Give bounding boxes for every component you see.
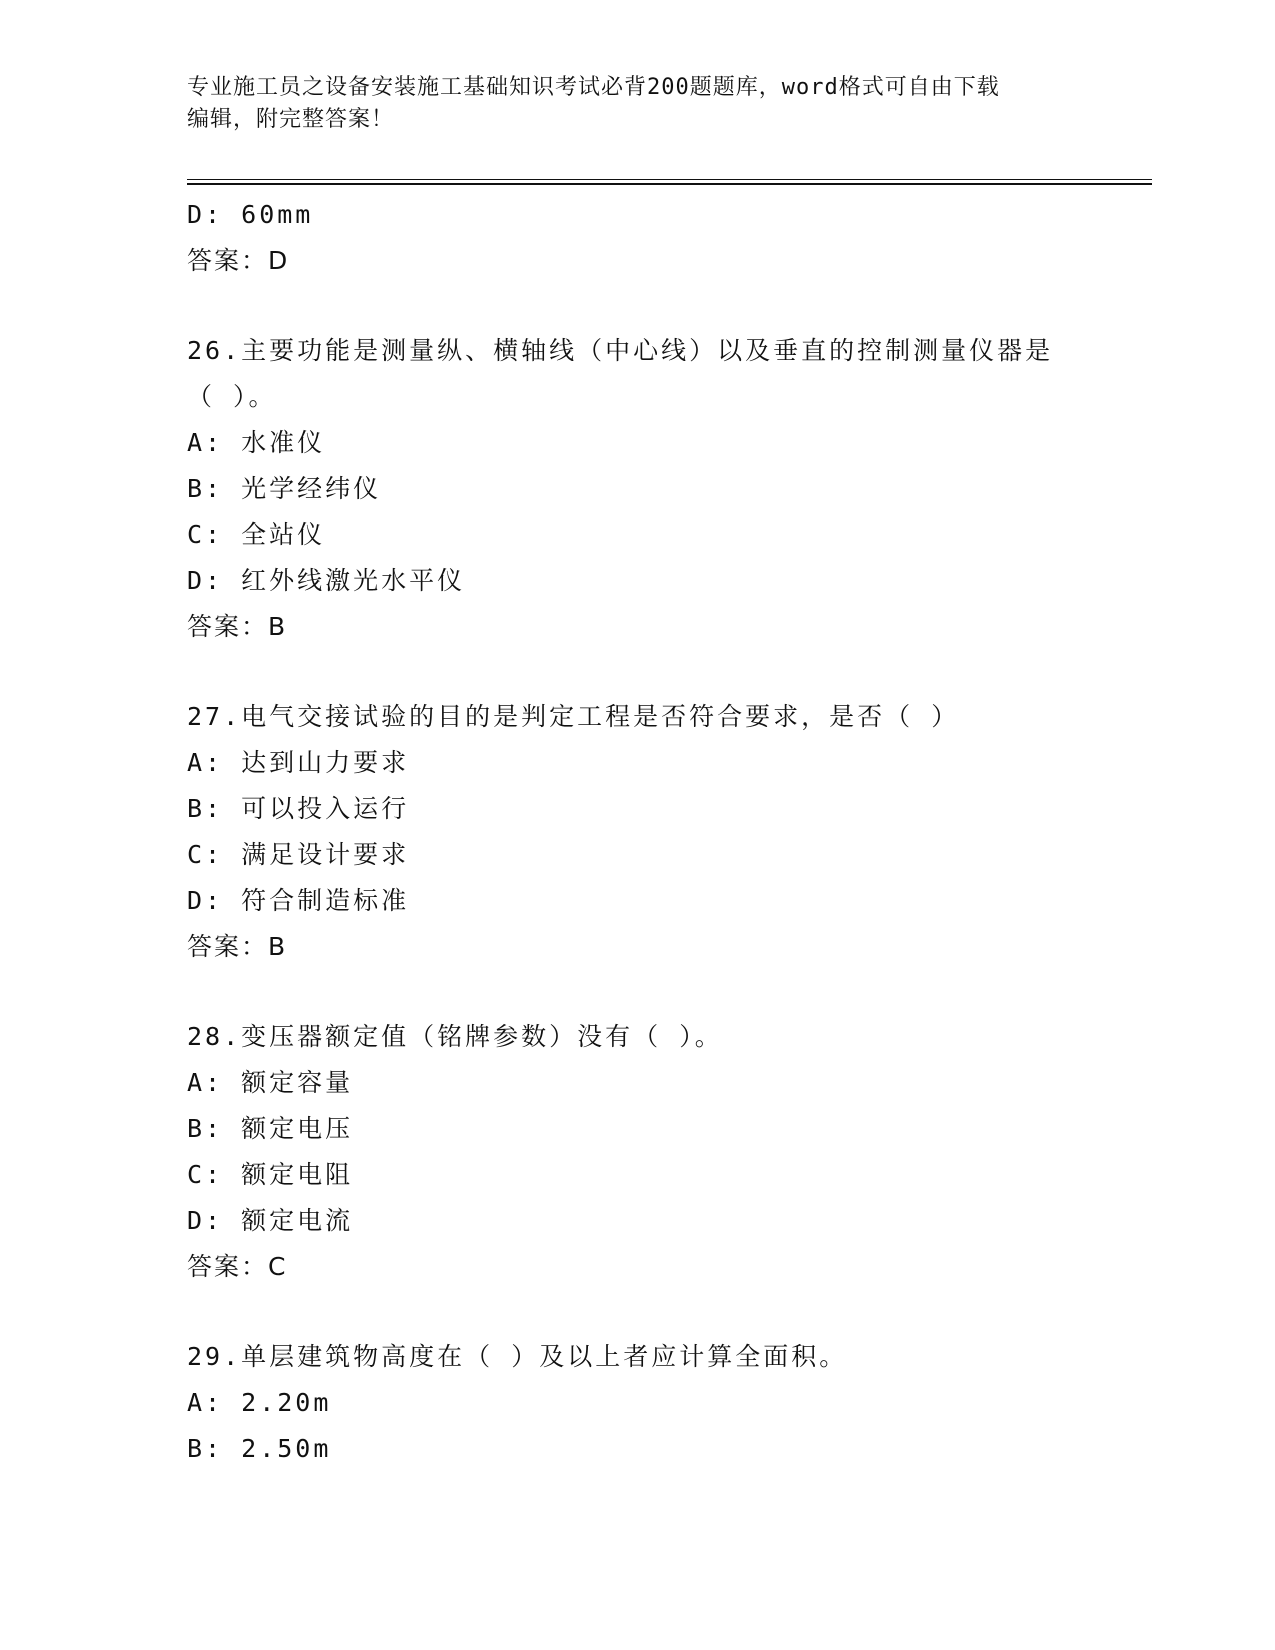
spacer bbox=[187, 650, 1087, 694]
option-c: C: 全站仪 bbox=[187, 520, 326, 549]
document-header bbox=[187, 72, 1087, 136]
option-a: A: 水准仪 bbox=[187, 428, 326, 457]
spacer bbox=[187, 284, 1087, 328]
question-list bbox=[187, 192, 1087, 1472]
header-divider-thick bbox=[187, 183, 1152, 185]
option-a: A: 额定容量 bbox=[187, 1068, 354, 1097]
question-stem: 29.单层建筑物高度在（ ）及以上者应计算全面积。 bbox=[187, 1342, 848, 1371]
question-stem: 28.变压器额定值（铭牌参数）没有（ ）。 bbox=[187, 1022, 723, 1051]
question-26 bbox=[187, 328, 1087, 650]
option-c: C: 额定电阻 bbox=[187, 1160, 354, 1189]
option-d: D: 红外线激光水平仪 bbox=[187, 566, 466, 595]
option-b: B: 2.50m bbox=[187, 1434, 332, 1463]
answer-line: 答案：B bbox=[187, 932, 288, 961]
header-divider-thin bbox=[187, 179, 1152, 180]
question-stem-continued: （ ）。 bbox=[187, 382, 277, 411]
answer-line: 答案：D bbox=[187, 246, 290, 275]
option-a: A: 达到山力要求 bbox=[187, 748, 410, 777]
question-29 bbox=[187, 1334, 1087, 1472]
header-line-2: 编辑，附完整答案！ bbox=[187, 107, 395, 132]
option-d: D: 额定电流 bbox=[187, 1206, 354, 1235]
option-d: D: 60mm bbox=[187, 200, 314, 229]
option-b: B: 可以投入运行 bbox=[187, 794, 410, 823]
answer-line: 答案：B bbox=[187, 612, 288, 641]
question-27 bbox=[187, 694, 1087, 970]
question-stem: 26.主要功能是测量纵、横轴线（中心线）以及垂直的控制测量仪器是 bbox=[187, 336, 1054, 365]
option-a: A: 2.20m bbox=[187, 1388, 332, 1417]
option-c: C: 满足设计要求 bbox=[187, 840, 410, 869]
spacer bbox=[187, 1290, 1087, 1334]
option-d: D: 符合制造标准 bbox=[187, 886, 410, 915]
header-line-1: 专业施工员之设备安装施工基础知识考试必背200题题库，word格式可自由下载 bbox=[187, 75, 1000, 100]
question-stem: 27.电气交接试验的目的是判定工程是否符合要求，是否（ ） bbox=[187, 702, 960, 731]
question-28 bbox=[187, 1014, 1087, 1290]
spacer bbox=[187, 970, 1087, 1014]
answer-line: 答案：C bbox=[187, 1252, 288, 1281]
option-b: B: 额定电压 bbox=[187, 1114, 354, 1143]
option-b: B: 光学经纬仪 bbox=[187, 474, 382, 503]
